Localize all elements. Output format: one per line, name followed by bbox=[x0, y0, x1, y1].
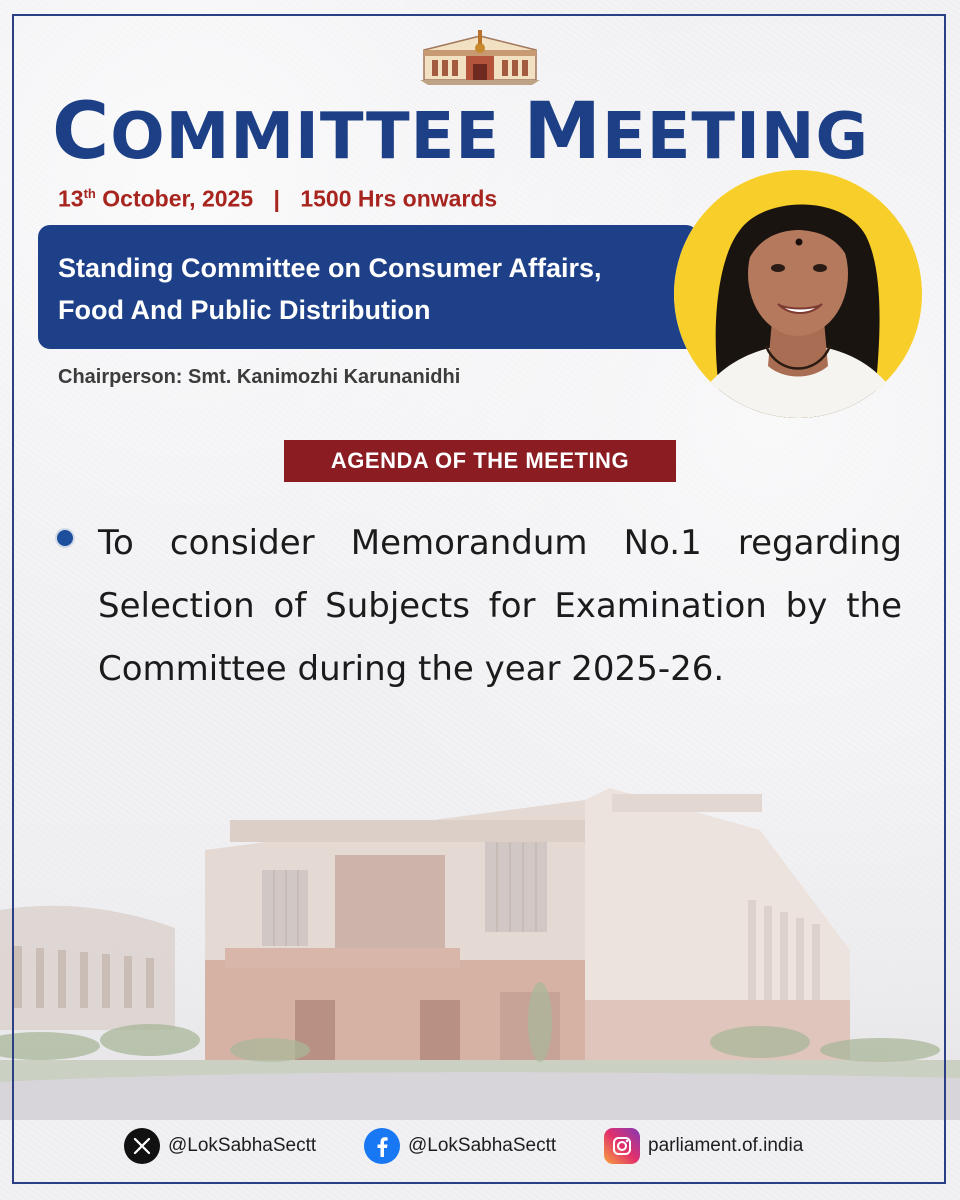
parliament-building-illustration bbox=[0, 760, 960, 1120]
facebook-icon bbox=[364, 1128, 400, 1164]
instagram-handle: parliament.of.india bbox=[648, 1135, 804, 1156]
parliament-logo-icon bbox=[420, 24, 540, 86]
committee-name-line-1: Standing Committee on Consumer Affairs, bbox=[58, 253, 602, 283]
facebook-social-link[interactable] bbox=[364, 1128, 556, 1164]
agenda-heading: AGENDA OF THE MEETING bbox=[284, 440, 676, 482]
date-time-separator: | bbox=[273, 185, 280, 212]
page-title: COMMITTEE MEETING bbox=[52, 87, 869, 177]
agenda-item: To consider Memorandum No.1 regarding Selection of Subjects for Examination by the Committee during the year 2025-26. bbox=[98, 523, 902, 689]
date-suffix: th bbox=[83, 186, 96, 201]
x-icon bbox=[124, 1128, 160, 1164]
meeting-datetime bbox=[58, 176, 497, 217]
meeting-time: 1500 Hrs onwards bbox=[300, 185, 498, 212]
x-social-link[interactable] bbox=[124, 1128, 316, 1164]
committee-name-banner bbox=[38, 225, 698, 349]
x-handle: @LokSabhaSectt bbox=[168, 1135, 317, 1156]
committee-name-line-2: Food And Public Distribution bbox=[58, 295, 431, 325]
instagram-social-link[interactable] bbox=[604, 1128, 803, 1164]
date-day: 13 bbox=[58, 185, 84, 212]
instagram-icon bbox=[604, 1128, 640, 1164]
chairperson-photo bbox=[668, 170, 928, 418]
chairperson-name: Chairperson: Smt. Kanimozhi Karunanidhi bbox=[58, 366, 461, 388]
facebook-handle: @LokSabhaSectt bbox=[408, 1135, 557, 1156]
agenda-bullet bbox=[57, 530, 73, 546]
date-month-year: October, 2025 bbox=[102, 185, 254, 212]
